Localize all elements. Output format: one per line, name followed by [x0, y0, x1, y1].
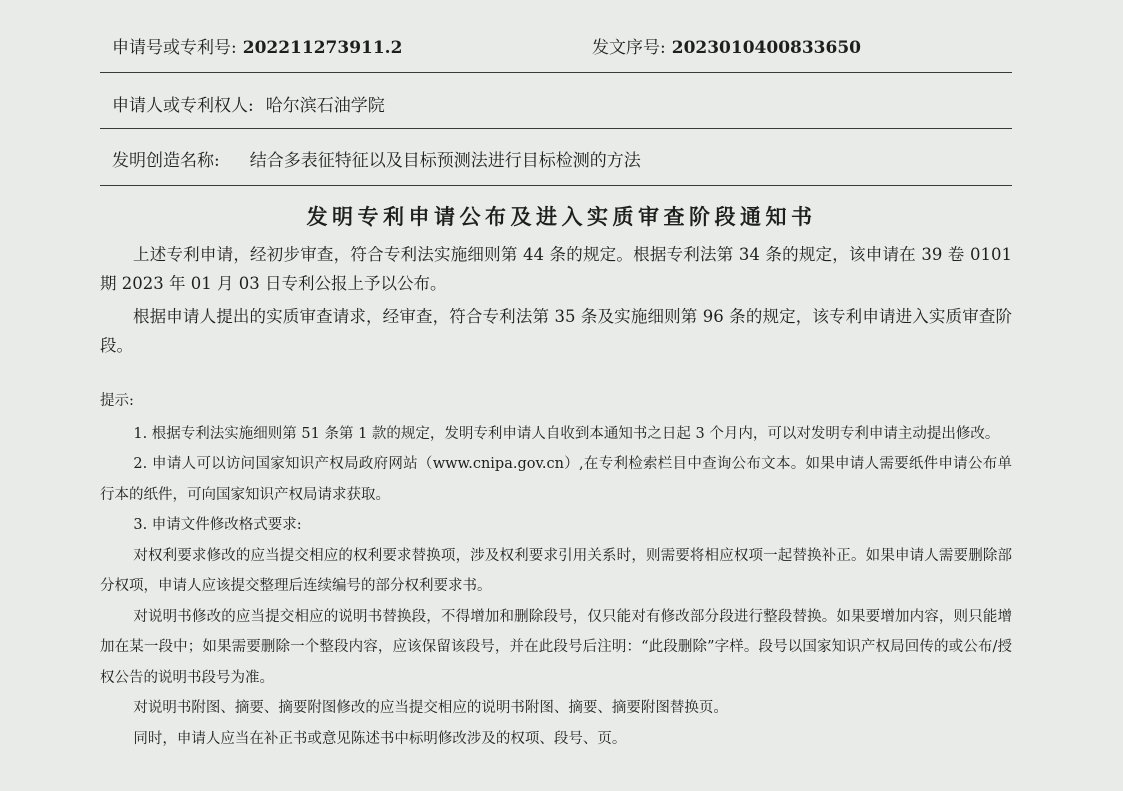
- invention-title-value: 结合多表征特征以及目标预测法进行目标检测的方法: [249, 151, 641, 171]
- notice-paragraph: 根据申请人提出的实质审查请求，经审查，符合专利法第 35 条及实施细则第 96 条的规定，该专利申请进入实质审查阶段。: [100, 307, 1012, 355]
- hint-item: 对权利要求修改的应当提交相应的权利要求替换项，涉及权利要求引用关系时，则需要将相应权项一起替换补正。如果申请人需要删除部分权项，申请人应该提交整理后连续编号的部分权利要求书。: [100, 547, 1012, 594]
- divider-line: [100, 72, 1012, 73]
- notice-paragraph: 上述专利申请，经初步审查，符合专利法实施细则第 44 条的规定。根据专利法第 34 条的规定，该申请在 39 卷 0101 期 2023 年 01 月 03 日专利公报上予以公布。: [100, 245, 1012, 293]
- hint-item: 同时，申请人应当在补正书或意见陈述书中标明修改涉及的权项、段号、页。: [133, 730, 627, 747]
- hint-item: 对说明书附图、摘要、摘要附图修改的应当提交相应的说明书附图、摘要、摘要附图替换页。: [133, 700, 728, 716]
- application-number-label: 申请号或专利号:: [112, 38, 237, 58]
- notice-title: 发明专利申请公布及进入实质审查阶段通知书: [306, 204, 817, 229]
- invention-title-label: 发明创造名称:: [112, 151, 220, 171]
- hint-item: 2. 申请人可以访问国家知识产权局政府网站（www.cnipa.gov.cn）,在专利检索栏目中查询公布文本。如果申请人需要纸件申请公布单行本的纸件，可向国家知识产权局请求获取。: [100, 456, 1012, 503]
- hint-item: 对说明书修改的应当提交相应的说明书替换段，不得增加和删除段号，仅只能对有修改部分段进行整段替换。如果要增加内容，则只能增加在某一段中；如果需要删除一个整段内容，应该保留该段号，并在此段号后注明：“此段删除”字样。段号以国家知识产权局回传的或公布/授权公告的说明书段号为准。: [100, 608, 1012, 686]
- hint-item: 1. 根据专利法实施细则第 51 条第 1 款的规定，发明专利申请人自收到本通知书之日起 3 个月内，可以对发明专利申请主动提出修改。: [133, 425, 1000, 442]
- application-number-field: [112, 33, 402, 58]
- applicant-label: 申请人或专利权人:: [112, 96, 254, 116]
- document-number-value: 2023010400833650: [671, 38, 861, 58]
- notice-body: [100, 240, 1012, 360]
- hint-item: 3. 申请文件修改格式要求:: [133, 517, 302, 533]
- invention-title-field: [112, 146, 641, 171]
- hints-heading: 提示:: [100, 393, 134, 409]
- divider-line: [100, 128, 1012, 129]
- application-number-value: 202211273911.2: [242, 38, 403, 58]
- applicant-value: 哈尔滨石油学院: [265, 96, 385, 116]
- divider-line: [100, 185, 1012, 186]
- document-number-field: [592, 33, 861, 58]
- document-number-label: 发文序号:: [592, 38, 666, 58]
- applicant-field: [112, 91, 385, 116]
- hints-section: [100, 386, 1012, 754]
